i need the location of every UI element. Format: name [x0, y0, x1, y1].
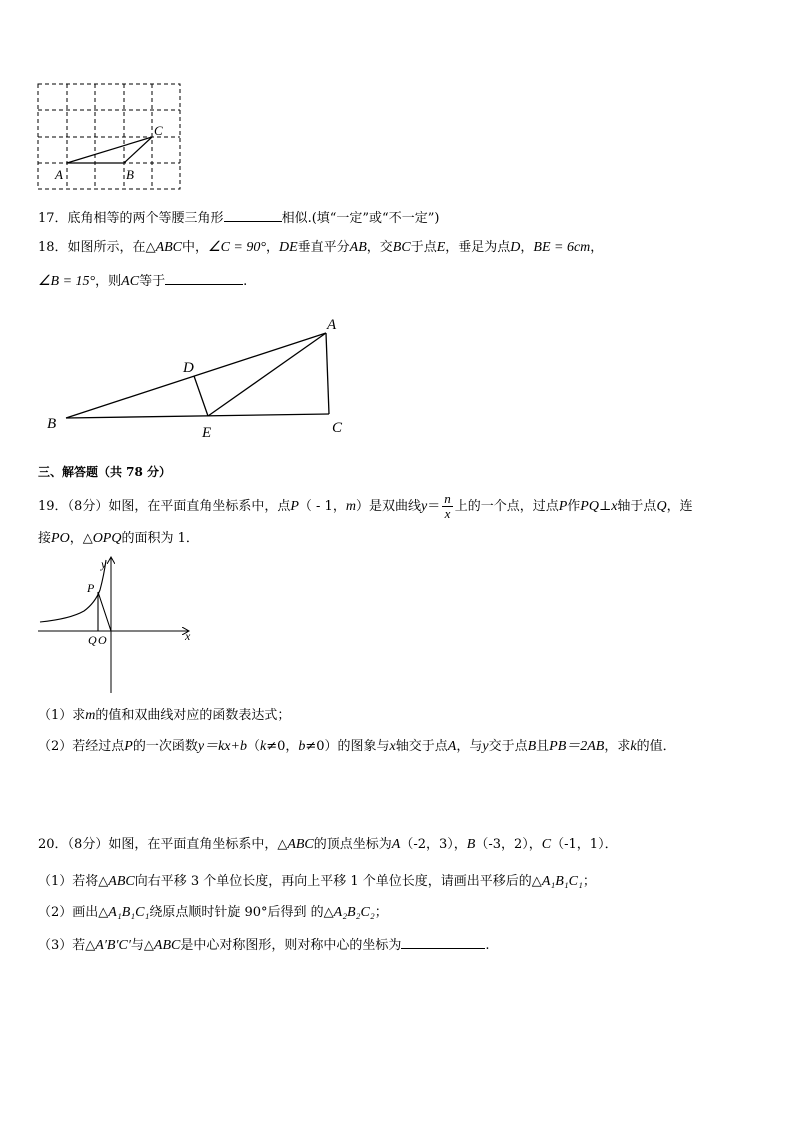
q19-sub2-text: 的值．	[636, 739, 676, 754]
q19-text: ）是双曲线	[355, 499, 421, 514]
q18-text: 等于	[139, 274, 166, 289]
q19-text: ，△	[69, 531, 93, 546]
q20-c: C	[541, 837, 552, 852]
q20-sub2-text: （2）画出△	[38, 905, 109, 920]
q18-be: BE = 6cm	[533, 240, 591, 255]
q17-text-after: 相似.(填“一定”或“不一定”)	[281, 211, 440, 226]
q19-sub2-text: （2）若经过点	[38, 739, 125, 754]
q19-sub2-text: 的一次函数	[132, 739, 198, 754]
q18-angle-c: ∠C = 90°	[208, 240, 266, 255]
q20-sub2-from: A₁B₁C₁	[108, 905, 150, 920]
q19-subquestion-1	[38, 707, 290, 725]
q18-ab: AB	[349, 240, 367, 255]
q19-text: （8分）如图，在平面直角坐标系中，点	[67, 499, 291, 514]
q19-y: y	[420, 499, 428, 514]
q19-p: P	[290, 499, 299, 514]
q18-text: 如图所示，在	[67, 240, 146, 255]
q20-sub1-result: A₁B₁C₁	[541, 874, 583, 889]
q19-text: 上的一个点，过点	[454, 499, 559, 514]
q19-sub2-k: k	[259, 739, 267, 754]
q20-sub1-text: （1）若将△	[38, 874, 109, 889]
q19-sub2-x: x	[389, 739, 396, 754]
tri-label-a: A	[327, 317, 337, 333]
q20-abc: ABC	[287, 837, 314, 852]
q19-coord: （ - 1，	[298, 499, 346, 514]
q20-sub2-end: ；	[374, 905, 388, 920]
q19-eq: ＝	[427, 499, 441, 514]
q17-number: 17．	[38, 211, 68, 226]
q20-answer-blank[interactable]	[401, 935, 485, 949]
q20-sub3-end: .	[485, 938, 490, 953]
q19-sub2-text: （	[246, 739, 260, 754]
q20-sub1-text: 向右平移 3 个单位长度，再向上平移 1 个单位长度，请画出平移后的△	[134, 874, 542, 889]
q18-angle-b: ∠B = 15°	[38, 274, 96, 289]
q20-text: 的顶点坐标为	[313, 837, 392, 852]
section-3-title: 三、解答题（共 78 分）	[38, 465, 172, 479]
q17-text-before: 底角相等的两个等腰三角形	[67, 211, 224, 226]
q19-frac-num: n	[444, 491, 451, 506]
q18-sep: ，	[590, 240, 604, 255]
q18-text: 垂直平分	[297, 240, 350, 255]
q20-subquestion-3	[38, 935, 490, 955]
q18-bc: BC	[392, 240, 411, 255]
q20-sub3-text: （3）若△	[38, 938, 96, 953]
q19-text: 轴于点	[617, 499, 657, 514]
q20-sub3-text: 是中心对称图形，则对称中心的坐标为	[180, 938, 402, 953]
q18-text: 中，	[182, 240, 209, 255]
grid-label-a: A	[55, 167, 63, 182]
q19-sub2-text: 交于点	[488, 739, 528, 754]
q18-abc: ABC	[155, 240, 183, 255]
tri-label-b: B	[47, 416, 57, 432]
q20-coord-c: （-1，1）．	[551, 837, 618, 852]
q20-text: （8分）如图，在平面直角坐标系中，△	[67, 837, 288, 852]
q19-q: Q	[656, 499, 667, 514]
q19-perp: ⊥	[598, 499, 612, 514]
q18-ac: AC	[121, 274, 140, 289]
q20-number: 20．	[38, 837, 68, 852]
tri-label-e: E	[202, 425, 212, 441]
coord-label-o: O	[98, 633, 107, 647]
q20-subquestion-1	[38, 873, 596, 891]
q18-sep: ，	[265, 240, 279, 255]
q20-sub3-text: 与△	[130, 938, 154, 953]
q18-number: 18．	[38, 240, 68, 255]
q18-tri: △	[145, 240, 156, 255]
q19-sub2-a: A	[447, 739, 457, 754]
q18-text: ，则	[95, 274, 122, 289]
q20-sub2-text: 绕原点顺时针旋 90°后得到 的△	[149, 905, 334, 920]
q18-d: D	[510, 240, 521, 255]
coord-label-p: P	[87, 581, 95, 595]
q19-text: ，连	[666, 499, 693, 514]
q20-sub1-end: ；	[582, 874, 596, 889]
q19-text: 作	[567, 499, 581, 514]
tri-label-c: C	[332, 420, 343, 436]
coord-label-y: y	[101, 557, 107, 571]
q19-sub2-text: ，与	[456, 739, 483, 754]
q19-sub2-p: P	[124, 739, 133, 754]
q19-text: 的面积为 1．	[121, 531, 199, 546]
grid-label-c: C	[154, 123, 163, 138]
q20-subquestion-2	[38, 904, 388, 922]
q20-sub3-abc: ABC	[153, 938, 181, 953]
tri-label-d: D	[183, 360, 194, 376]
q19-frac-den: x	[444, 506, 451, 521]
q19-text: 接	[38, 531, 52, 546]
q20-coord-a: （-2，3），	[400, 837, 467, 852]
coord-label-q: Q	[88, 633, 97, 647]
q19-number: 19．	[38, 499, 68, 514]
q18-de: DE	[278, 240, 298, 255]
q20-sub2-result: A₂B₂C₂	[333, 905, 375, 920]
q18-text: ，垂足为点	[445, 240, 511, 255]
q20-coord-b: （-3，2），	[475, 837, 542, 852]
q19-sub2-text: 且	[536, 739, 550, 754]
q18-e: E	[436, 240, 446, 255]
q19-sub2-func: y＝kx+b	[197, 739, 247, 754]
grid-label-b: B	[126, 167, 134, 182]
q20-sub1-abc: ABC	[108, 874, 135, 889]
q20-a: A	[391, 837, 401, 852]
q18-sep: ，	[520, 240, 534, 255]
q19-sub2-bpt: B	[527, 739, 537, 754]
q19-sub1-m: m	[85, 708, 96, 723]
question-20	[38, 836, 618, 854]
q19-sub1-text: （1）求	[38, 708, 86, 723]
q19-sub2-text: ≠0）的图象与	[305, 739, 390, 754]
q19-sub2-cond: PB＝2AB	[549, 739, 605, 754]
q19-pq: PQ	[580, 499, 599, 514]
q19-sub2-text: ，求	[604, 739, 631, 754]
q19-p: P	[558, 499, 568, 514]
q20-sub3-prime: A′B′C′	[95, 938, 131, 953]
q19-po: PO	[51, 531, 70, 546]
q19-x: x	[611, 499, 618, 514]
q18-end: .	[243, 274, 248, 289]
q19-opq: OPQ	[92, 531, 122, 546]
q18-text: 于点	[410, 240, 437, 255]
q19-sub2-y: y	[482, 739, 489, 754]
q20-b: B	[466, 837, 476, 852]
q19-sub1-text: 的值和双曲线对应的函数表达式；	[95, 708, 291, 723]
q19-subquestion-2	[38, 738, 676, 756]
q19-sub2-text: 轴交于点	[395, 739, 448, 754]
q19-sub2-text: ≠0，	[266, 739, 299, 754]
q19-sub2-b: b	[298, 739, 306, 754]
q18-text: ，交	[366, 240, 393, 255]
coord-label-x: x	[185, 629, 191, 643]
q19-sub2-k: k	[630, 739, 637, 754]
q19-m: m	[345, 499, 356, 514]
